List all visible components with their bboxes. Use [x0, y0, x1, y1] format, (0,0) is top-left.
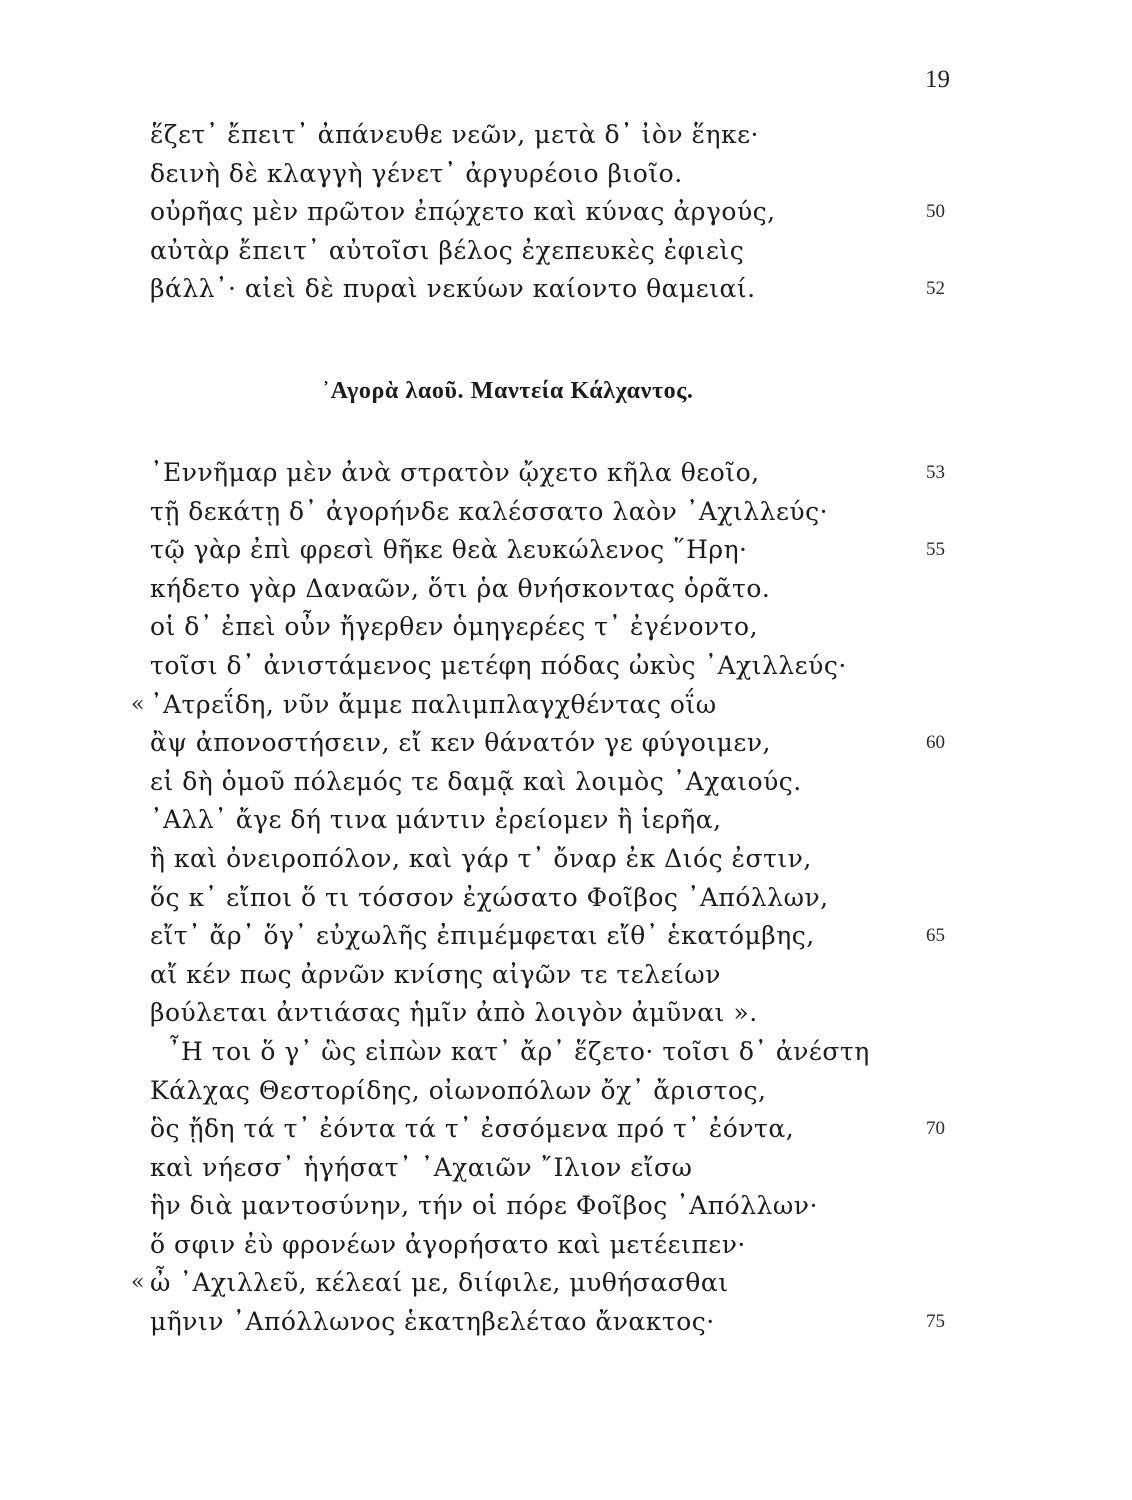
verse-text: βούλεται ἀντιάσας ἡμῖν ἀπὸ λοιγὸν ἀμῦναι ». — [150, 998, 758, 1028]
verse-text: αἴ κέν πως ἀρνῶν κνίσης αἰγῶν τε τελείων — [150, 959, 721, 989]
line-number: 55 — [926, 539, 945, 561]
verse-line — [0, 1303, 1132, 1342]
verse-line — [0, 1187, 1132, 1226]
quote-mark: « — [131, 691, 145, 717]
line-number: 65 — [926, 925, 945, 947]
line-number: 53 — [926, 462, 945, 483]
verse-line — [0, 840, 1132, 879]
verse-line — [0, 1072, 1132, 1111]
verse-text: ἕζετ᾿ ἔπειτ᾿ ἀπάνευθε νεῶν, μετὰ δ᾿ ἰὸν ἕηκε· — [150, 120, 759, 149]
verse-text: εἰ δὴ ὁμοῦ πόλεμός τε δαμᾷ καὶ λοιμὸς ᾿Αχαιούς. — [150, 766, 802, 796]
verse-line — [0, 956, 1132, 995]
verse-text: ὃς ᾔδη τά τ᾿ ἐόντα τά τ᾿ ἐσσόμενα πρό τ᾿ ἐόντα, — [150, 1114, 795, 1144]
verse-line — [0, 1110, 1132, 1149]
verse-line — [0, 1226, 1132, 1265]
verse-line — [0, 879, 1132, 918]
verse-text: βάλλ᾿· αἰεὶ δὲ πυραὶ νεκύων καίοντο θαμειαί. — [150, 274, 756, 304]
section-heading: ᾿Αγορὰ λαοῦ. Μαντεία Κάλχαντος. — [322, 378, 694, 404]
line-number: 52 — [926, 278, 945, 300]
verse-line — [0, 232, 1132, 271]
line-number: 50 — [926, 201, 945, 223]
verse-line — [0, 763, 1132, 802]
verse-block-1 — [0, 116, 1132, 309]
verse-line — [0, 724, 1132, 763]
verse-line — [0, 155, 1132, 194]
line-number: 70 — [926, 1118, 945, 1140]
verse-text: μῆνιν ᾿Απόλλωνος ἑκατηβελέταο ἄνακτος· — [150, 1307, 715, 1337]
line-number: 75 — [926, 1311, 945, 1333]
verse-text: εἴτ᾿ ἄρ᾿ ὅγ᾿ εὐχωλῆς ἐπιμέμφεται εἴθ᾿ ἑκατόμβης, — [150, 921, 815, 951]
verse-line — [0, 994, 1132, 1033]
verse-text: ᾿Αλλ᾿ ἄγε δή τινα μάντιν ἐρείομεν ἢ ἱερῆα, — [150, 805, 722, 835]
verse-line — [0, 454, 1132, 493]
verse-line — [0, 801, 1132, 840]
verse-text: τοῖσι δ᾿ ἀνιστάμενος μετέφη πόδας ὠκὺς ᾿Αχιλλεύς· — [150, 650, 847, 680]
verse-text: ᾿Ατρεΐδη, νῦν ἄμμε παλιμπλαγχθέντας οΐω — [150, 689, 717, 719]
verse-text: τῇ δεκάτῃ δ᾿ ἀγορήνδε καλέσσατο λαὸν ᾿Αχιλλεύς· — [150, 496, 829, 526]
verse-text: ἢ καὶ ὀνειροπόλον, καὶ γάρ τ᾿ ὄναρ ἐκ Διός ἐστιν, — [150, 843, 812, 873]
verse-line — [0, 493, 1132, 532]
verse-text: οἱ δ᾿ ἐπεὶ οὖν ἤγερθεν ὁμηγερέες τ᾿ ἐγένοντο, — [150, 612, 759, 642]
verse-line — [0, 608, 1132, 647]
verse-text: ἣν διὰ μαντοσύνην, τήν οἱ πόρε Φοῖβος ᾿Απόλλων· — [150, 1191, 818, 1221]
verse-line — [0, 647, 1132, 686]
verse-text: ὅ σφιν ἐὺ φρονέων ἀγορήσατο καὶ μετέειπεν· — [150, 1229, 746, 1259]
verse-line — [0, 686, 1132, 725]
verse-text: Κάλχας Θεστορίδης, οἰωνοπόλων ὄχ᾿ ἄριστος, — [150, 1075, 767, 1105]
verse-text: ἂψ ἀπονοστήσειν, εἴ κεν θάνατόν γε φύγοιμεν, — [150, 728, 771, 758]
verse-line — [0, 1264, 1132, 1303]
verse-text: καὶ νήεσσ᾿ ἡγήσατ᾿ ᾿Αχαιῶν ῎Ιλιον εἴσω — [150, 1152, 693, 1182]
verse-line — [0, 531, 1132, 570]
verse-line — [0, 270, 1132, 309]
verse-text: ᾿Εννῆμαρ μὲν ἀνὰ στρατὸν ᾤχετο κῆλα θεοῖο, — [150, 458, 760, 487]
verse-text: τῷ γὰρ ἐπὶ φρεσὶ θῆκε θεὰ λευκώλενος ῞Ηρη· — [150, 535, 748, 565]
verse-text: κήδετο γὰρ Δαναῶν, ὅτι ῥα θνήσκοντας ὁρᾶτο. — [150, 573, 771, 603]
verse-text: αὐτὰρ ἔπειτ᾿ αὐτοῖσι βέλος ἐχεπευκὲς ἐφιεὶς — [150, 235, 745, 265]
line-number: 60 — [926, 732, 945, 754]
verse-text: ῏Η τοι ὅ γ᾿ ὣς εἰπὼν κατ᾿ ἄρ᾿ ἕζετο· τοῖσι δ᾿ ἀνέστη — [168, 1036, 870, 1066]
verse-text: δεινὴ δὲ κλαγγὴ γένετ᾿ ἀργυρέοιο βιοῖο. — [150, 158, 683, 188]
verse-line — [0, 1149, 1132, 1188]
verse-line — [0, 193, 1132, 232]
verse-line — [0, 116, 1132, 155]
verse-line — [0, 917, 1132, 956]
verse-block-2 — [0, 454, 1132, 1342]
verse-line — [0, 1033, 1132, 1072]
verse-line — [0, 570, 1132, 609]
page-number: 19 — [925, 66, 950, 93]
quote-mark: « — [131, 1270, 145, 1296]
verse-text: ὦ ᾿Αχιλλεῦ, κέλεαί με, διίφιλε, μυθήσασθαι — [150, 1268, 729, 1298]
verse-text: οὐρῆας μὲν πρῶτον ἐπῴχετο καὶ κύνας ἀργούς, — [150, 197, 776, 227]
verse-text: ὅς κ᾿ εἴποι ὅ τι τόσσον ἐχώσατο Φοῖβος ᾿Απόλλων, — [150, 882, 829, 912]
